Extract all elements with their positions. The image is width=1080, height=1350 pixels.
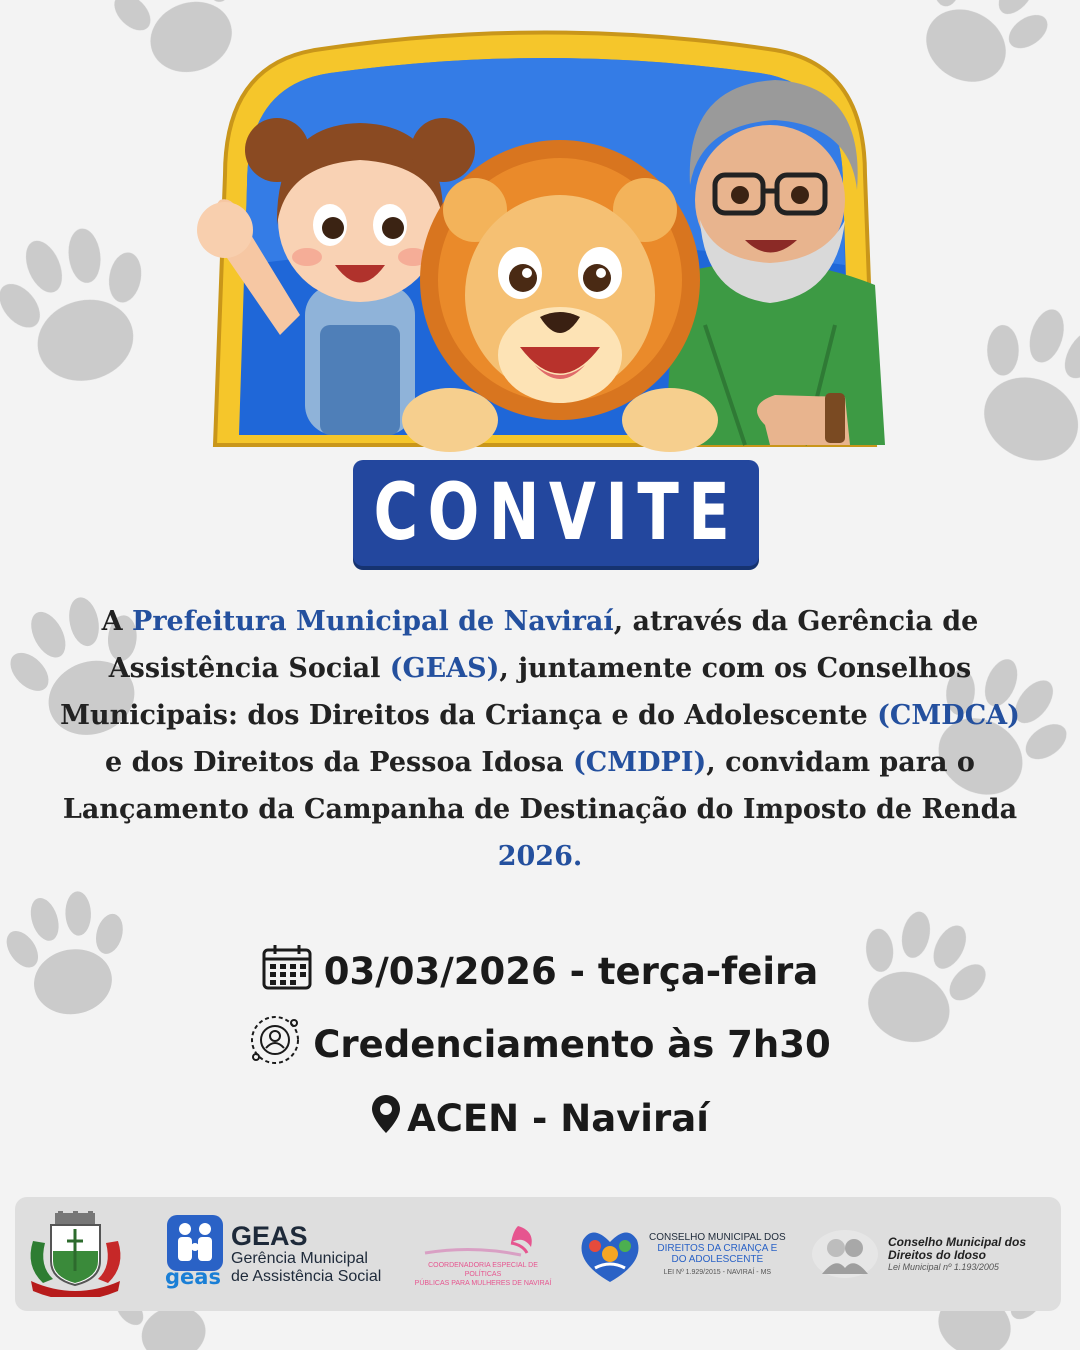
geas-mark [165, 1215, 225, 1293]
text-part: A [101, 606, 133, 637]
coordenadoria-mulheres-logo [413, 1197, 553, 1311]
geas-abbr: GEAS [231, 1221, 308, 1251]
cmdca-line1: CONSELHO MUNICIPAL DOS [649, 1231, 786, 1243]
coordenadoria-line1: COORDENADORIA ESPECIAL DE POLÍTICAS [428, 1261, 538, 1278]
location-row [0, 1088, 1080, 1148]
cmdca-law: LEI Nº 1.929/2015 - NAVIRAÍ - MS [663, 1268, 772, 1276]
invitation-paragraph [60, 598, 1020, 880]
event-date: 03/03/2026 - terça-feira [323, 949, 819, 993]
campaign-year: 2026. [497, 841, 583, 872]
idoso-emblem [810, 1228, 880, 1280]
cmdca-line3: DO ADOLESCENTE [671, 1253, 764, 1265]
geas-line1: Gerência Municipal [231, 1250, 368, 1267]
event-location: ACEN - Naviraí [407, 1096, 709, 1140]
geas-logo [165, 1197, 381, 1311]
idoso-text-block [888, 1236, 1026, 1272]
navirai-coat-of-arms-logo [23, 1197, 133, 1311]
coordenadoria-emblem [423, 1221, 543, 1261]
geas-mark-text: geas [165, 1265, 221, 1289]
partner-logos-bar [15, 1197, 1061, 1311]
text-part: , convidam para o Lançamento da Campanha de Destinação do Imposto de Renda [62, 747, 1018, 825]
hero-illustration [185, 25, 905, 465]
cmdpi-acronym: (CMDPI) [572, 747, 707, 778]
cmdca-logo [575, 1197, 786, 1311]
geas-line2: de Assistência Social [231, 1268, 382, 1285]
idoso-line1: Conselho Municipal dos [888, 1235, 1027, 1249]
cmdca-emblem [575, 1224, 645, 1284]
text-part: e dos Direitos da Pessoa Idosa [105, 747, 573, 778]
geas-acronym: (GEAS) [389, 653, 500, 684]
org-name: Prefeitura Municipal de Naviraí [132, 606, 614, 637]
geas-text-block [231, 1222, 381, 1286]
cmdca-line2: DIREITOS DA CRIANÇA E [657, 1242, 778, 1254]
convite-title: CONVITE [373, 468, 739, 558]
convite-banner [353, 460, 759, 566]
accreditation-time: Credenciamento às 7h30 [313, 1022, 831, 1066]
cmdca-text-block [649, 1232, 786, 1277]
person-badge-icon [249, 1014, 301, 1075]
map-pin-icon [371, 1094, 401, 1143]
idoso-law: Lei Municipal nº 1.193/2005 [888, 1262, 999, 1272]
text-part: , juntamente com os Conselhos Municipais: dos Direitos da Criança e do Adolescente [60, 653, 972, 731]
idoso-line2: Direitos do Idoso [888, 1248, 987, 1262]
cmdca-acronym: (CMDCA) [877, 700, 1020, 731]
accreditation-row [0, 1014, 1080, 1074]
event-date-row [0, 942, 1080, 1000]
coordenadoria-line2: PÚBLICAS PARA MULHERES DE NAVIRAÍ [414, 1279, 552, 1287]
conselho-idoso-logo [810, 1197, 1026, 1311]
calendar-icon [262, 944, 312, 999]
text-part: , através da Gerência de Assistência Social [108, 606, 979, 684]
